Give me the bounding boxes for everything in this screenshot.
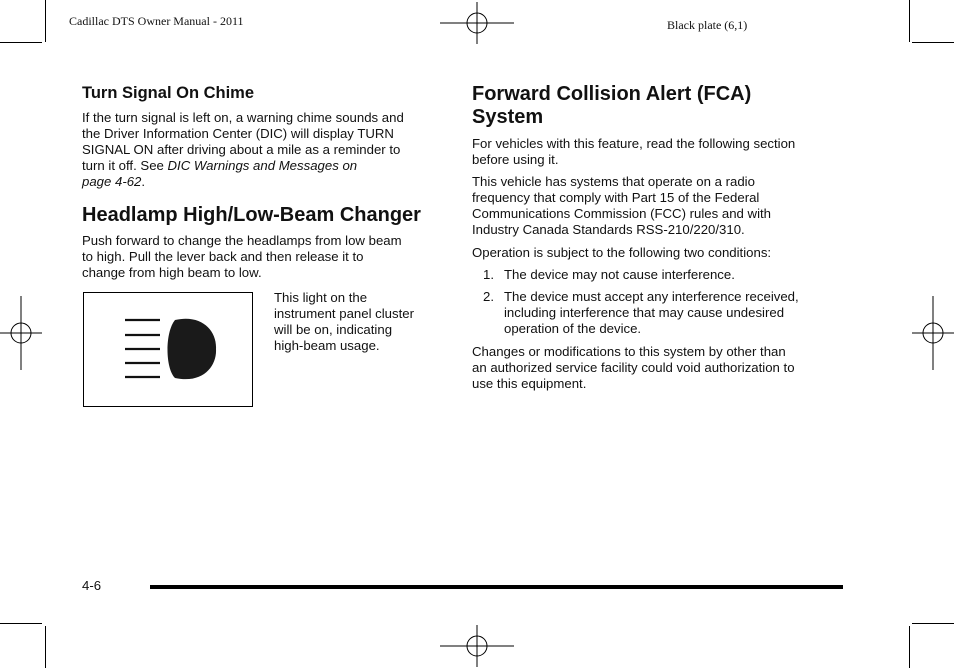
- text-line: will be on, indicating: [274, 322, 393, 337]
- text-line: [82, 174, 452, 190]
- text-span: .: [141, 174, 146, 189]
- plate-label: Black plate (6,1): [667, 18, 748, 32]
- text-line: Industry Canada Standards RSS‑210/220/310.: [472, 222, 745, 237]
- high-beam-caption: [274, 290, 444, 354]
- registration-target-icon: [912, 296, 954, 370]
- turn-signal-body: [82, 110, 452, 190]
- crop-mark: [912, 42, 954, 43]
- fca-paragraph-3: Operation is subject to the following two conditions:: [472, 245, 772, 260]
- text-line: If the turn signal is left on, a warning chime sounds and: [82, 110, 404, 125]
- page-number: 4-6: [82, 578, 102, 593]
- text-line: high-beam usage.: [274, 338, 380, 353]
- headlamp-body: [82, 233, 452, 281]
- fca-paragraph-1: [472, 136, 852, 168]
- text-line: change from high beam to low.: [82, 265, 262, 280]
- high-beam-indicator-figure: [83, 292, 253, 407]
- crop-mark: [909, 626, 910, 668]
- text-line: This light on the: [274, 290, 368, 305]
- text-line: before using it.: [472, 152, 559, 167]
- text-line: including interference that may cause undesired: [504, 305, 785, 320]
- high-beam-indicator-icon: [83, 292, 253, 407]
- list-item: [483, 267, 853, 283]
- text-line: instrument panel cluster: [274, 306, 415, 321]
- crop-mark: [45, 626, 46, 668]
- fca-paragraph-2: [472, 174, 852, 238]
- list-item: [483, 289, 853, 337]
- fca-heading: [472, 83, 751, 129]
- text-line: the Driver Information Center (DIC) will display TURN: [82, 126, 394, 141]
- text-line: The device must accept any interference received,: [504, 289, 799, 304]
- footer-rule: [150, 585, 843, 589]
- registration-target-icon: [0, 296, 42, 370]
- text-line: This vehicle has systems that operate on a radio: [472, 174, 755, 189]
- crop-mark: [912, 623, 954, 624]
- registration-target-icon: [440, 2, 514, 44]
- crop-mark: [0, 623, 42, 624]
- text-line: The device may not cause interference.: [504, 267, 735, 282]
- heading-line: Forward Collision Alert (FCA): [472, 83, 752, 105]
- text-span: turn it off. See: [82, 158, 168, 173]
- conditions-list: [483, 267, 853, 337]
- text-line: Changes or modifications to this system by other than: [472, 344, 786, 359]
- text-line: frequency that comply with Part 15 of the Federal: [472, 190, 760, 205]
- list-number: 1.: [483, 267, 494, 282]
- registration-target-icon: [440, 625, 514, 667]
- headlamp-heading: Headlamp High/Low-Beam Changer: [82, 204, 421, 226]
- text-line: an authorized service facility could void authorization to: [472, 360, 795, 375]
- crop-mark: [909, 0, 910, 42]
- heading-line: System: [472, 106, 544, 128]
- text-line: operation of the device.: [504, 321, 642, 336]
- fca-paragraph-4: [472, 344, 852, 392]
- crop-mark: [45, 0, 46, 42]
- text-line: SIGNAL ON after driving about a mile as a reminder to: [82, 142, 401, 157]
- crop-mark: [0, 42, 42, 43]
- cross-reference-page[interactable]: page 4‑62: [82, 174, 142, 189]
- text-line: Push forward to change the headlamps from low beam: [82, 233, 402, 248]
- text-line: use this equipment.: [472, 376, 587, 391]
- list-number: 2.: [483, 289, 494, 304]
- text-line: [82, 158, 452, 174]
- text-line: For vehicles with this feature, read the following section: [472, 136, 796, 151]
- turn-signal-heading: Turn Signal On Chime: [82, 84, 255, 102]
- text-line: Communications Commission (FCC) rules and with: [472, 206, 771, 221]
- cross-reference-link[interactable]: DIC Warnings and Messages on: [167, 158, 358, 173]
- text-line: to high. Pull the lever back and then release it to: [82, 249, 364, 264]
- manual-title: Cadillac DTS Owner Manual - 2011: [69, 14, 244, 28]
